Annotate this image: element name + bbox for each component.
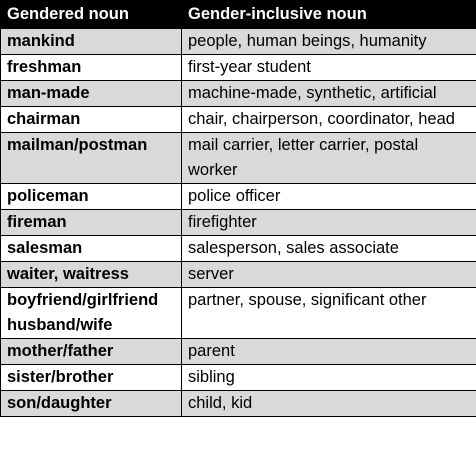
gendered-noun-cell: mankind [1, 29, 182, 55]
table-row [1, 107, 476, 133]
gendered-noun-cell: sister/brother [1, 365, 182, 391]
inclusive-noun-cell: police officer [182, 184, 476, 210]
gendered-noun-cell: boyfriend/girlfriend husband/wife [1, 288, 182, 339]
table-row [1, 365, 476, 391]
gendered-noun-cell: chairman [1, 107, 182, 133]
inclusive-noun-cell: server [182, 262, 476, 288]
inclusive-noun-cell: child, kid [182, 391, 476, 417]
inclusive-noun-cell: parent [182, 339, 476, 365]
table-row [1, 55, 476, 81]
gendered-noun-cell: mother/father [1, 339, 182, 365]
gendered-noun-cell: son/daughter [1, 391, 182, 417]
inclusive-noun-cell: chair, chairperson, coordinator, head [182, 107, 476, 133]
gendered-noun-cell: waiter, waitress [1, 262, 182, 288]
header-gendered-noun: Gendered noun [1, 1, 182, 29]
inclusive-noun-cell: sibling [182, 365, 476, 391]
table-row [1, 29, 476, 55]
table-row [1, 133, 476, 184]
inclusive-noun-cell: people, human beings, humanity [182, 29, 476, 55]
table-row [1, 184, 476, 210]
table-row [1, 288, 476, 339]
table-row [1, 81, 476, 107]
table-row [1, 262, 476, 288]
inclusive-noun-cell: salesperson, sales associate [182, 236, 476, 262]
header-gender-inclusive-noun: Gender-inclusive noun [182, 1, 476, 29]
table-row [1, 236, 476, 262]
inclusive-noun-cell: partner, spouse, significant other [182, 288, 476, 339]
gendered-noun-cell: mailman/postman [1, 133, 182, 184]
gendered-noun-cell: salesman [1, 236, 182, 262]
header-row [1, 1, 476, 29]
gendered-noun-cell: man-made [1, 81, 182, 107]
inclusive-noun-cell: first-year student [182, 55, 476, 81]
table-row [1, 391, 476, 417]
gendered-noun-cell: fireman [1, 210, 182, 236]
table-row [1, 339, 476, 365]
gendered-noun-cell: freshman [1, 55, 182, 81]
gendered-noun-cell: policeman [1, 184, 182, 210]
table-row [1, 210, 476, 236]
inclusive-noun-cell: mail carrier, letter carrier, postal worker [182, 133, 476, 184]
inclusive-noun-cell: machine-made, synthetic, artificial [182, 81, 476, 107]
inclusive-noun-cell: firefighter [182, 210, 476, 236]
